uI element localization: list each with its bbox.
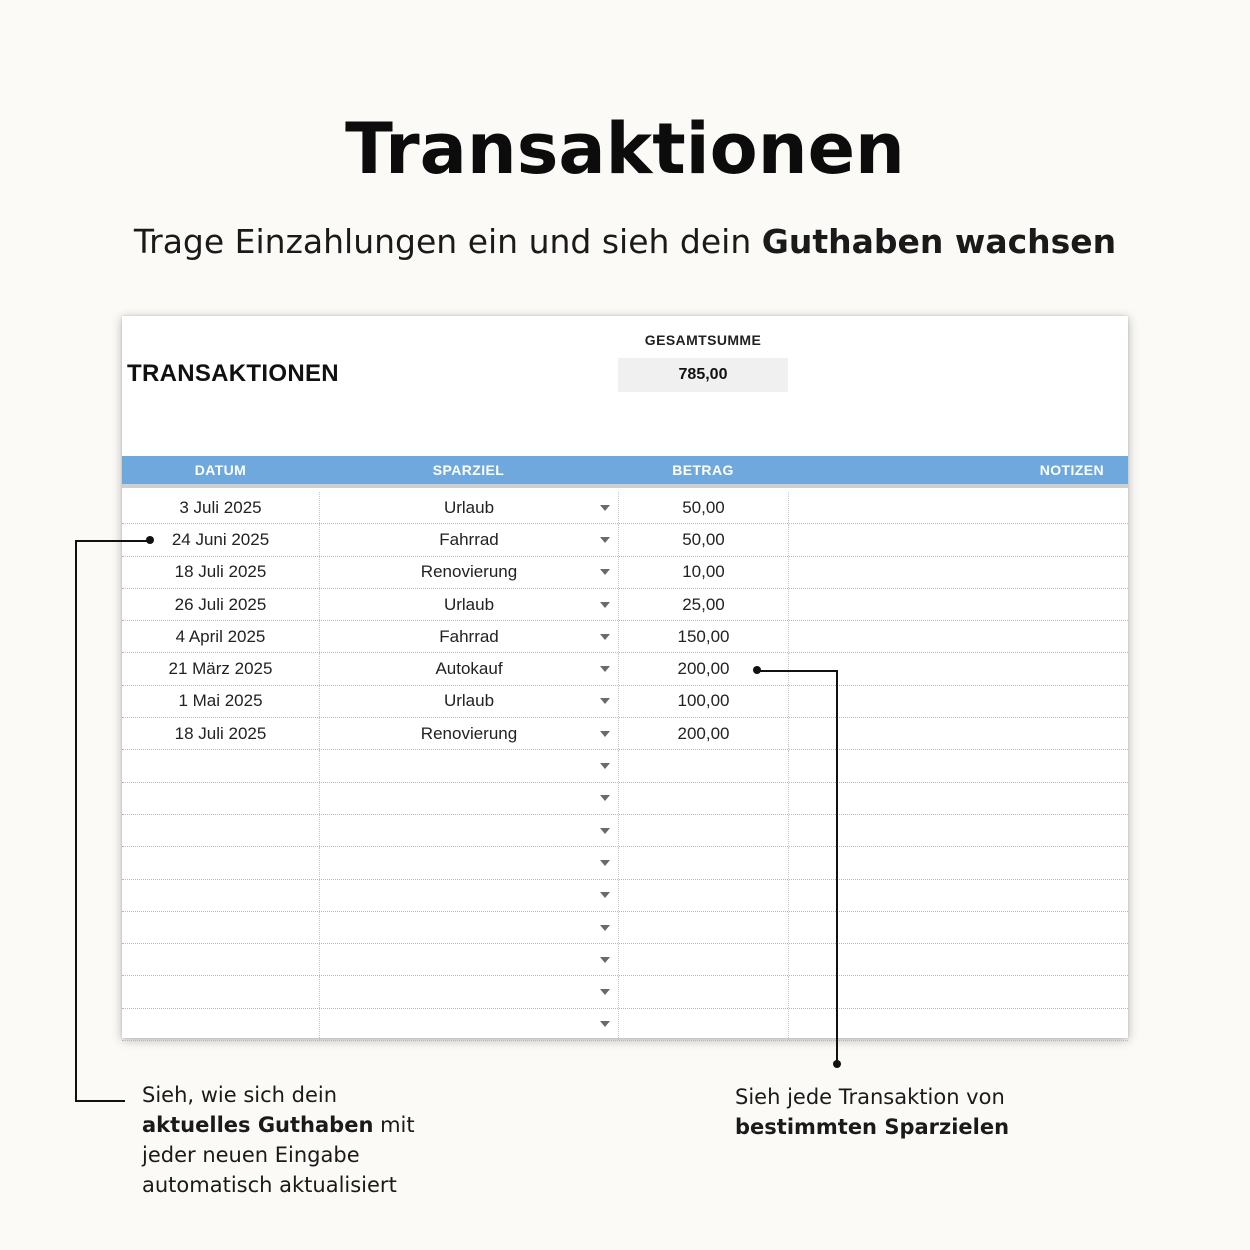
cell-notizen[interactable] (788, 880, 1128, 911)
cell-datum[interactable]: 1 Mai 2025 (178, 691, 263, 711)
table-row (122, 1009, 1128, 1041)
cell-notizen[interactable] (788, 686, 1128, 717)
table-row (122, 976, 1128, 1008)
cell-datum[interactable]: 18 Juli 2025 (174, 562, 267, 582)
cell-sparziel-dropdown[interactable] (319, 492, 618, 523)
table-header (122, 456, 1128, 488)
cell-sparziel-dropdown[interactable] (319, 815, 618, 846)
callout-right-line1: Sieh jede Transaktion von (735, 1085, 1005, 1109)
table-row (122, 653, 1128, 685)
cell-notizen[interactable] (788, 944, 1128, 975)
cell-datum[interactable] (122, 815, 319, 846)
cell-betrag[interactable]: 50,00 (618, 524, 788, 555)
cell-notizen[interactable] (788, 783, 1128, 814)
cell-sparziel-value: Autokauf (435, 659, 503, 679)
spreadsheet (122, 316, 1128, 1038)
cell-datum[interactable]: 24 Juni 2025 (171, 529, 270, 549)
dropdown-caret-icon[interactable] (600, 925, 610, 931)
cell-sparziel-dropdown[interactable] (319, 944, 618, 975)
cell-sparziel-value: Urlaub (443, 497, 495, 517)
dropdown-caret-icon[interactable] (600, 698, 610, 704)
cell-datum[interactable]: 26 Juli 2025 (174, 594, 267, 614)
dropdown-caret-icon[interactable] (600, 763, 610, 769)
callout-left-line4: automatisch aktualisiert (142, 1173, 397, 1197)
dropdown-caret-icon[interactable] (600, 795, 610, 801)
table-row (122, 557, 1128, 589)
table-row (122, 524, 1128, 556)
callout-left-line2 (142, 1110, 442, 1140)
dropdown-caret-icon[interactable] (600, 957, 610, 963)
cell-datum[interactable] (122, 976, 319, 1007)
dropdown-caret-icon[interactable] (600, 892, 610, 898)
callout-left (142, 1080, 442, 1200)
cell-datum[interactable] (122, 1009, 319, 1040)
cell-sparziel-dropdown[interactable] (319, 976, 618, 1007)
cell-datum[interactable]: 4 April 2025 (175, 626, 266, 646)
callout-left-bold: aktuelles Guthaben (142, 1113, 374, 1137)
table-row (122, 912, 1128, 944)
callout-dot-right-bottom (833, 1060, 841, 1068)
cell-sparziel-dropdown[interactable] (319, 557, 618, 588)
cell-notizen[interactable] (788, 718, 1128, 749)
cell-betrag[interactable]: 10,00 (618, 557, 788, 588)
cell-notizen[interactable] (788, 524, 1128, 555)
cell-betrag[interactable]: 200,00 (618, 653, 788, 684)
table-row (122, 750, 1128, 782)
cell-betrag[interactable]: 150,00 (618, 621, 788, 652)
cell-notizen[interactable] (788, 492, 1128, 523)
callout-left-line3: jeder neuen Eingabe (142, 1143, 360, 1167)
cell-sparziel-dropdown[interactable] (319, 718, 618, 749)
cell-sparziel-dropdown[interactable] (319, 686, 618, 717)
dropdown-caret-icon[interactable] (600, 989, 610, 995)
table-row (122, 686, 1128, 718)
cell-datum[interactable]: 3 Juli 2025 (179, 497, 262, 517)
table-row (122, 492, 1128, 524)
cell-sparziel-dropdown[interactable] (319, 750, 618, 781)
total-value-cell[interactable]: 785,00 (618, 358, 788, 392)
cell-betrag[interactable] (618, 880, 788, 911)
cell-datum[interactable] (122, 750, 319, 781)
dropdown-caret-icon[interactable] (600, 860, 610, 866)
dropdown-caret-icon[interactable] (600, 634, 610, 640)
cell-sparziel-value: Fahrrad (439, 626, 499, 646)
cell-datum[interactable] (122, 880, 319, 911)
dropdown-caret-icon[interactable] (600, 828, 610, 834)
cell-betrag[interactable] (618, 1009, 788, 1040)
table-row (122, 589, 1128, 621)
cell-sparziel-dropdown[interactable] (319, 1009, 618, 1040)
cell-notizen[interactable] (788, 557, 1128, 588)
cell-betrag[interactable] (618, 750, 788, 781)
callout-right-line2 (735, 1112, 1055, 1142)
column-header-sparziel[interactable]: SPARZIEL (432, 462, 505, 478)
callout-left-line1: Sieh, wie sich dein (142, 1083, 338, 1107)
cell-datum[interactable]: 21 März 2025 (168, 659, 273, 679)
dropdown-caret-icon[interactable] (600, 505, 610, 511)
cell-betrag[interactable] (618, 847, 788, 878)
cell-sparziel-dropdown[interactable] (319, 912, 618, 943)
cell-betrag[interactable] (618, 944, 788, 975)
cell-datum[interactable] (122, 912, 319, 943)
table-row (122, 718, 1128, 750)
page-headline: Transaktionen (345, 108, 905, 190)
table-row (122, 944, 1128, 976)
cell-datum[interactable]: 18 Juli 2025 (174, 723, 267, 743)
table-row (122, 783, 1128, 815)
cell-datum[interactable] (122, 944, 319, 975)
cell-datum[interactable] (122, 847, 319, 878)
cell-betrag[interactable]: 50,00 (618, 492, 788, 523)
callout-line-right-v (836, 670, 838, 1064)
dropdown-caret-icon[interactable] (600, 666, 610, 672)
cell-sparziel-dropdown[interactable] (319, 783, 618, 814)
dropdown-caret-icon[interactable] (600, 569, 610, 575)
table-row (122, 880, 1128, 912)
column-header-datum[interactable]: DATUM (194, 462, 247, 478)
page-subline (0, 222, 1250, 261)
column-header-notizen[interactable]: NOTIZEN (1039, 462, 1104, 478)
table-row (122, 621, 1128, 653)
cell-notizen[interactable] (788, 589, 1128, 620)
cell-notizen[interactable] (788, 1009, 1128, 1040)
cell-betrag[interactable]: 100,00 (618, 686, 788, 717)
subline-bold: Guthaben wachsen (761, 222, 1117, 261)
cell-notizen[interactable] (788, 750, 1128, 781)
table-row (122, 815, 1128, 847)
callout-left-after-bold: mit (373, 1113, 415, 1137)
cell-notizen[interactable] (788, 621, 1128, 652)
cell-betrag[interactable] (618, 976, 788, 1007)
cell-sparziel-value: Urlaub (443, 691, 495, 711)
callout-line-left-h1 (75, 540, 150, 542)
cell-notizen[interactable] (788, 976, 1128, 1007)
total-label: GESAMTSUMME (644, 332, 762, 348)
table-row (122, 847, 1128, 879)
cell-sparziel-value: Renovierung (420, 562, 518, 582)
callout-line-left-v (75, 540, 77, 1101)
callout-right (735, 1082, 1055, 1142)
cell-sparziel-dropdown[interactable] (319, 589, 618, 620)
cell-betrag[interactable] (618, 912, 788, 943)
dropdown-caret-icon[interactable] (600, 537, 610, 543)
cell-sparziel-dropdown[interactable] (319, 621, 618, 652)
cell-notizen[interactable] (788, 815, 1128, 846)
cell-notizen[interactable] (788, 847, 1128, 878)
cell-notizen[interactable] (788, 653, 1128, 684)
cell-sparziel-dropdown[interactable] (319, 880, 618, 911)
cell-sparziel-dropdown[interactable] (319, 653, 618, 684)
cell-betrag[interactable]: 200,00 (618, 718, 788, 749)
callout-line-left-h2 (75, 1100, 125, 1102)
cell-datum[interactable] (122, 783, 319, 814)
dropdown-caret-icon[interactable] (600, 602, 610, 608)
cell-betrag[interactable]: 25,00 (618, 589, 788, 620)
dropdown-caret-icon[interactable] (600, 731, 610, 737)
cell-sparziel-dropdown[interactable] (319, 847, 618, 878)
callout-line-right-h (757, 670, 837, 672)
cell-notizen[interactable] (788, 912, 1128, 943)
column-header-betrag[interactable]: BETRAG (672, 462, 734, 478)
table-body (122, 492, 1128, 1041)
subline-plain: Trage Einzahlungen ein und sieh dein (133, 222, 762, 261)
cell-sparziel-dropdown[interactable] (319, 524, 618, 555)
dropdown-caret-icon[interactable] (600, 1021, 610, 1027)
callout-right-bold: bestimmten Sparzielen (735, 1115, 1010, 1139)
cell-sparziel-value: Fahrrad (439, 529, 499, 549)
sheet-title: TRANSAKTIONEN (127, 360, 339, 387)
cell-sparziel-value: Renovierung (420, 723, 518, 743)
cell-sparziel-value: Urlaub (443, 594, 495, 614)
cell-betrag[interactable] (618, 815, 788, 846)
cell-betrag[interactable] (618, 783, 788, 814)
